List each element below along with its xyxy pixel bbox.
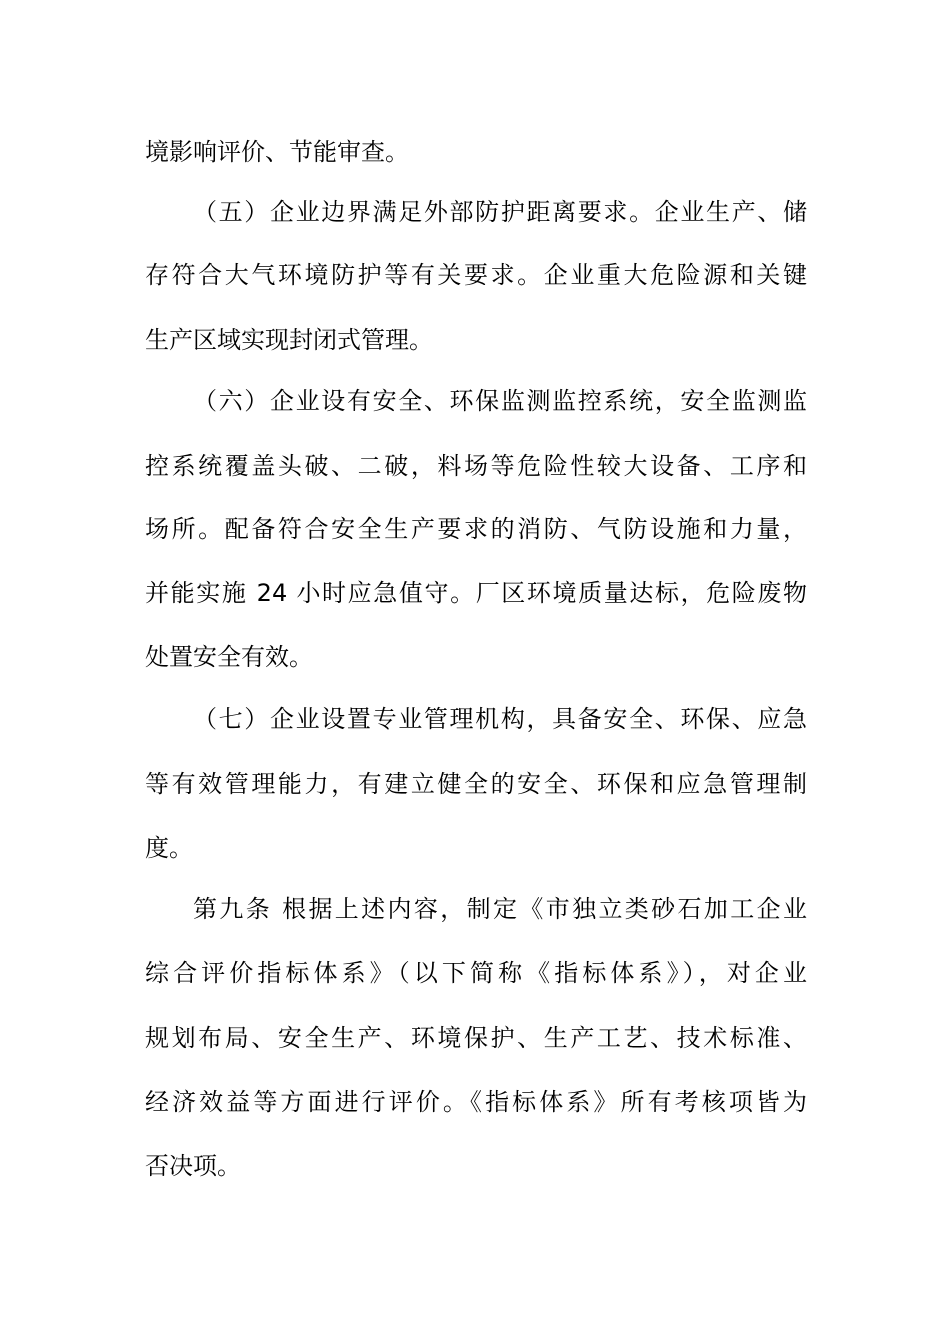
article-9-first-line: 第九条 根据上述内容，制定《市独立类砂石加工企业 [193, 895, 807, 923]
text-line: 综合评价指标体系》（以下简称《指标体系》），对企业 [145, 959, 807, 987]
text-line: 度。 [145, 834, 193, 862]
paragraph-7-first-line: （七）企业设置专业管理机构，具备安全、环保、应急 [193, 705, 807, 733]
text-line: 经济效益等方面进行评价。《指标体系》所有考核项皆为 [145, 1088, 807, 1116]
text-line: 规划布局、安全生产、环境保护、生产工艺、技术标准、 [145, 1024, 807, 1052]
text-line: 境影响评价、节能审查。 [145, 138, 409, 166]
text-line: 场所。配备符合安全生产要求的消防、气防设施和力量， [145, 515, 807, 543]
text-line: 否决项。 [145, 1152, 241, 1180]
text-line: 处置安全有效。 [145, 643, 313, 671]
text-line: 控系统覆盖头破、二破，料场等危险性较大设备、工序和 [145, 452, 807, 480]
text-line: 存符合大气环境防护等有关要求。企业重大危险源和关键 [145, 261, 807, 289]
text-line: 等有效管理能力，有建立健全的安全、环保和应急管理制 [145, 770, 807, 798]
text-line: 生产区域实现封闭式管理。 [145, 326, 433, 354]
paragraph-6-first-line: （六）企业设有安全、环保监测监控系统，安全监测监 [193, 387, 807, 415]
text-line: 并能实施 24 小时应急值守。厂区环境质量达标，危险废物 [145, 579, 807, 607]
paragraph-5-first-line: （五）企业边界满足外部防护距离要求。企业生产、储 [193, 198, 807, 226]
